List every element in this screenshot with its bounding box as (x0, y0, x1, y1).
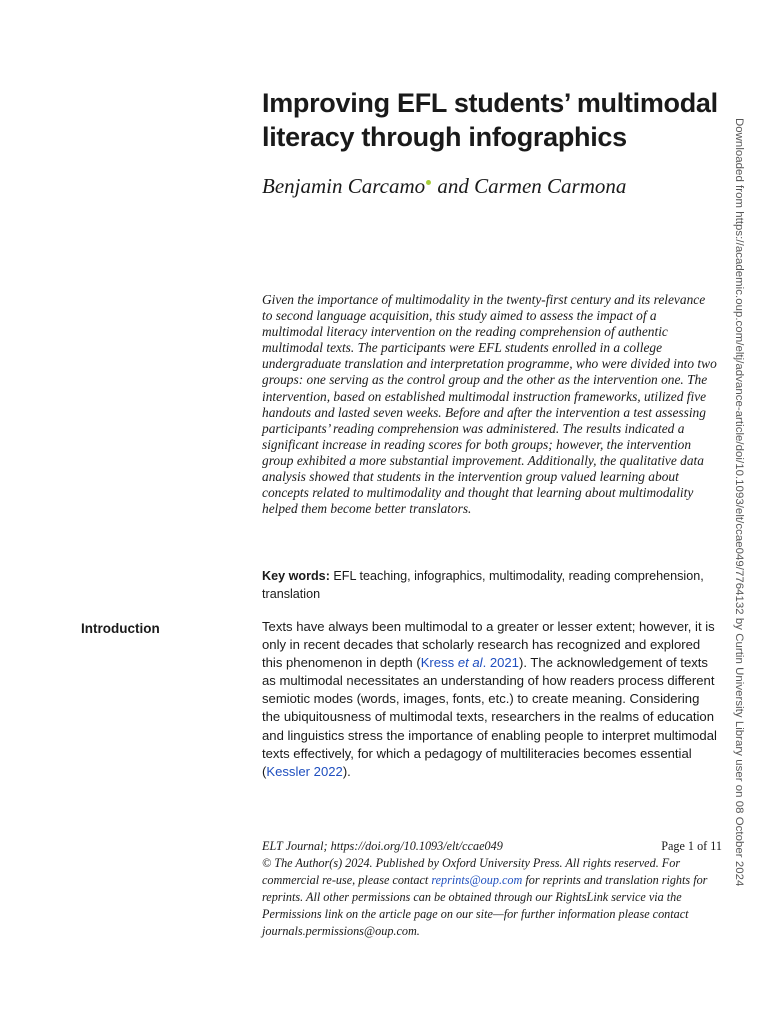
introduction-paragraph (262, 618, 718, 781)
article-footer (262, 838, 722, 939)
orcid-icon[interactable] (426, 180, 431, 185)
body-text: ). The acknowledgement of texts as multimodal necessitates an understanding of how readers process different semiotic modes (words, images, fonts, etc.) to create meaning. Considering the ubiquitousness of multimodal texts, researchers in the realms of education and linguistics stress the importance of enabling people to interpret multimodal texts effectively, for which a pedagogy of multiliteracies becomes essential ( (262, 655, 717, 779)
copyright-notice: © The Author(s) 2024. Published by Oxford University Press. All rights reserved. For commercial re-use, please contact reprints@oup.com for reprints and translation rights for reprints. All other permissions can be obtained through our RightsLink service via the Permissions link on the article page on our site—for further information please contact journals.permissions@oup.com. (262, 855, 708, 938)
journal-doi: ELT Journal; https://doi.org/10.1093/elt/ccae049 (262, 839, 503, 853)
author-name[interactable]: Benjamin Carcamo (262, 174, 426, 198)
body-text: ). (342, 763, 351, 779)
author-name[interactable]: Carmen Carmona (474, 174, 627, 198)
keywords-list: EFL teaching, infographics, multimodality, reading comprehension, translation (262, 569, 704, 601)
body-text: Texts have always been multimodal to a greater or lesser extent; however, it is only in recent decades that scholarly research has recognized and explored this phenomenon in depth ( (262, 619, 715, 671)
author-line (262, 172, 722, 200)
page-number: Page 1 of 11 (661, 839, 722, 853)
citation-link[interactable]: Kress et al. 2021 (420, 655, 519, 671)
citation-link[interactable]: Kessler 2022 (266, 763, 343, 779)
reprints-email-link[interactable]: reprints@oup.com (431, 872, 523, 887)
article-title: Improving EFL students’ multimodal literacy through infographics (262, 88, 718, 152)
keywords (262, 567, 718, 603)
author-separator: and (432, 174, 475, 198)
download-watermark: Downloaded from https://academic.oup.com/eltj/advance-article/doi/10.1093/elt/ccae049/7764132 by Curtin University Library user on 08 October 2024 (733, 118, 745, 887)
abstract: Given the importance of multimodality in the twenty-first century and its relevance to second language acquisition, this study aimed to assess the impact of a multimodal literacy intervention on the reading comprehension of authentic multimodal texts. The participants were EFL students enrolled in a college undergraduate translation and interpretation programme, who were divided into two groups: one serving as the control group and the other as the intervention one. The intervention, based on established multimodal instruction frameworks, utilized five handouts and lasted seven weeks. Before and after the intervention a test assessing participants’ reading comprehension was administered. The results indicated a significant increase in reading scores for both groups; however, the intervention group exhibited a more substantial improvement. Additionally, the qualitative data analysis showed that students in the intervention group valued learning about concepts related to multimodality and thought that learning about multimodality helped them become better translators. (262, 292, 717, 517)
keywords-label: Key words: (262, 569, 330, 583)
section-heading-introduction: Introduction (81, 621, 160, 636)
